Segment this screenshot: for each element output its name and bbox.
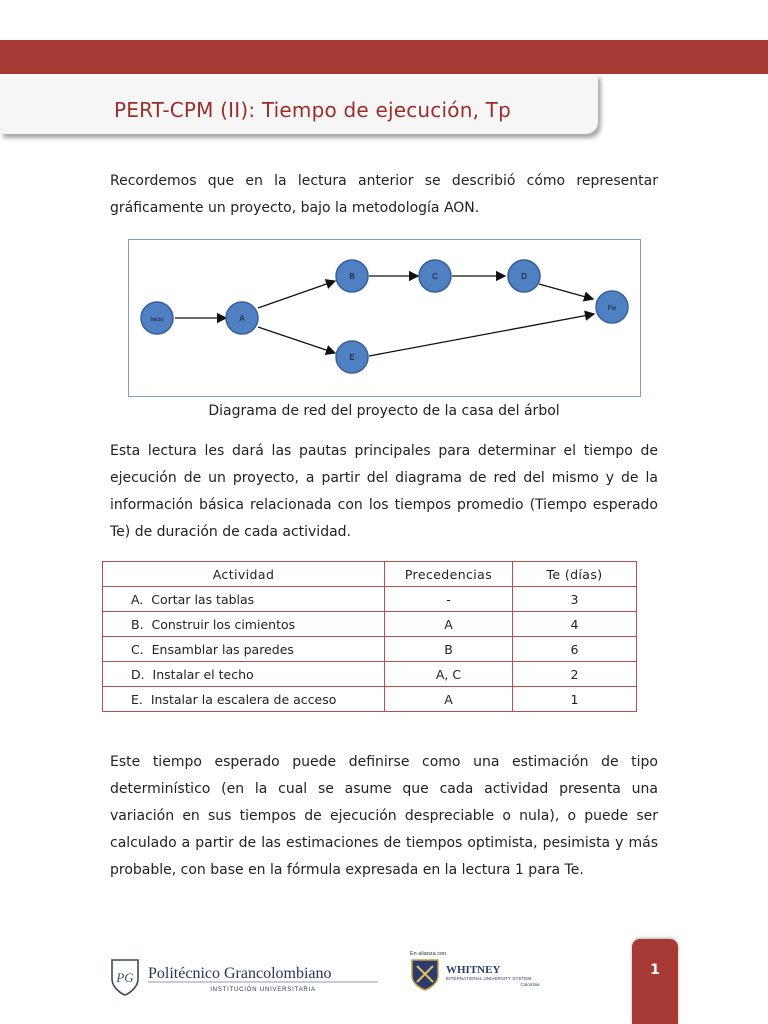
header-band [0, 40, 768, 74]
cell-actividad: D. Instalar el techo [103, 662, 385, 687]
cell-te: 4 [513, 612, 637, 637]
cell-precedencias: A [385, 612, 513, 637]
node-b [336, 260, 368, 292]
table-row [103, 587, 637, 612]
cell-precedencias: B [385, 637, 513, 662]
node-d [508, 260, 540, 292]
politecnico-logo [108, 957, 380, 1001]
svg-text:Politécnico Grancolombiano: Politécnico Grancolombiano [148, 965, 332, 982]
table-row [103, 662, 637, 687]
svg-text:INTERNATIONAL UNIVERSITY SYSTE: INTERNATIONAL UNIVERSITY SYSTEM [446, 976, 532, 981]
column-header-precedencias: Precedencias [385, 562, 513, 587]
diagram-caption: Diagrama de red del proyecto de la casa del árbol [208, 403, 560, 419]
whitney-logo [408, 948, 548, 996]
svg-text:E: E [349, 353, 355, 362]
title-box [0, 74, 598, 134]
cell-te: 2 [513, 662, 637, 687]
intro-paragraph: Recordemos que en la lectura anterior se describió cómo representar gráficamente un proyecto, bajo la metodología AON. [110, 173, 658, 216]
edge-a-e [258, 327, 335, 353]
table-row [103, 637, 637, 662]
svg-text:Inicio: Inicio [150, 317, 164, 323]
svg-text:En alianza con: En alianza con [410, 951, 447, 957]
cell-precedencias: - [385, 587, 513, 612]
svg-text:D: D [521, 272, 527, 281]
page-number: 1 [650, 962, 660, 978]
svg-text:PG: PG [116, 970, 134, 985]
node-inicio [141, 302, 173, 334]
page-number-tab [632, 939, 678, 1024]
activities-table [102, 561, 637, 712]
svg-text:C: C [432, 272, 438, 281]
svg-text:B: B [349, 272, 355, 281]
table-header-row [103, 562, 637, 587]
svg-text:Fin: Fin [607, 306, 617, 312]
column-header-te: Te (días) [513, 562, 637, 587]
node-e [336, 341, 368, 373]
network-diagram-svg [129, 240, 640, 396]
body-paragraph-3: Este tiempo esperado puede definirse como una estimación de tipo determinístico (en la cual se asume que cada actividad presenta una variación en sus tiempos de ejecución despreciable o nula), o puede ser calculado a partir de las estimaciones de tiempos optimista, pesimista y más probable, con base en la fórmula expresada en la lectura 1 para Te. [110, 754, 658, 878]
edge-d-fin [539, 284, 593, 299]
svg-text:A: A [239, 314, 245, 323]
table-row [103, 612, 637, 637]
cell-te: 3 [513, 587, 637, 612]
svg-text:WHITNEY: WHITNEY [446, 964, 501, 976]
cell-te: 6 [513, 637, 637, 662]
edge-e-fin [369, 314, 594, 356]
network-diagram [128, 239, 641, 397]
svg-text:Colombia: Colombia [520, 982, 540, 987]
cell-te: 1 [513, 687, 637, 712]
edge-a-b [258, 281, 335, 308]
body-paragraph-2: Esta lectura les dará las pautas principales para determinar el tiempo de ejecución de un proyecto, a partir del diagrama de red del mismo y de la información básica relacionada con los tiempos promedio (Tiempo esperado Te) de duración de cada actividad. [110, 443, 658, 540]
cell-actividad: A. Cortar las tablas [103, 587, 385, 612]
cell-precedencias: A [385, 687, 513, 712]
cell-actividad: C. Ensamblar las paredes [103, 637, 385, 662]
svg-text:INSTITUCIÓN UNIVERSITARIA: INSTITUCIÓN UNIVERSITARIA [210, 987, 316, 993]
node-fin [596, 291, 628, 323]
cell-precedencias: A, C [385, 662, 513, 687]
column-header-actividad: Actividad [103, 562, 385, 587]
cell-actividad: E. Instalar la escalera de acceso [103, 687, 385, 712]
node-a [226, 302, 258, 334]
table-row [103, 687, 637, 712]
node-c [419, 260, 451, 292]
cell-actividad: B. Construir los cimientos [103, 612, 385, 637]
page-title: PERT-CPM (II): Tiempo de ejecución, Tp [114, 98, 511, 122]
